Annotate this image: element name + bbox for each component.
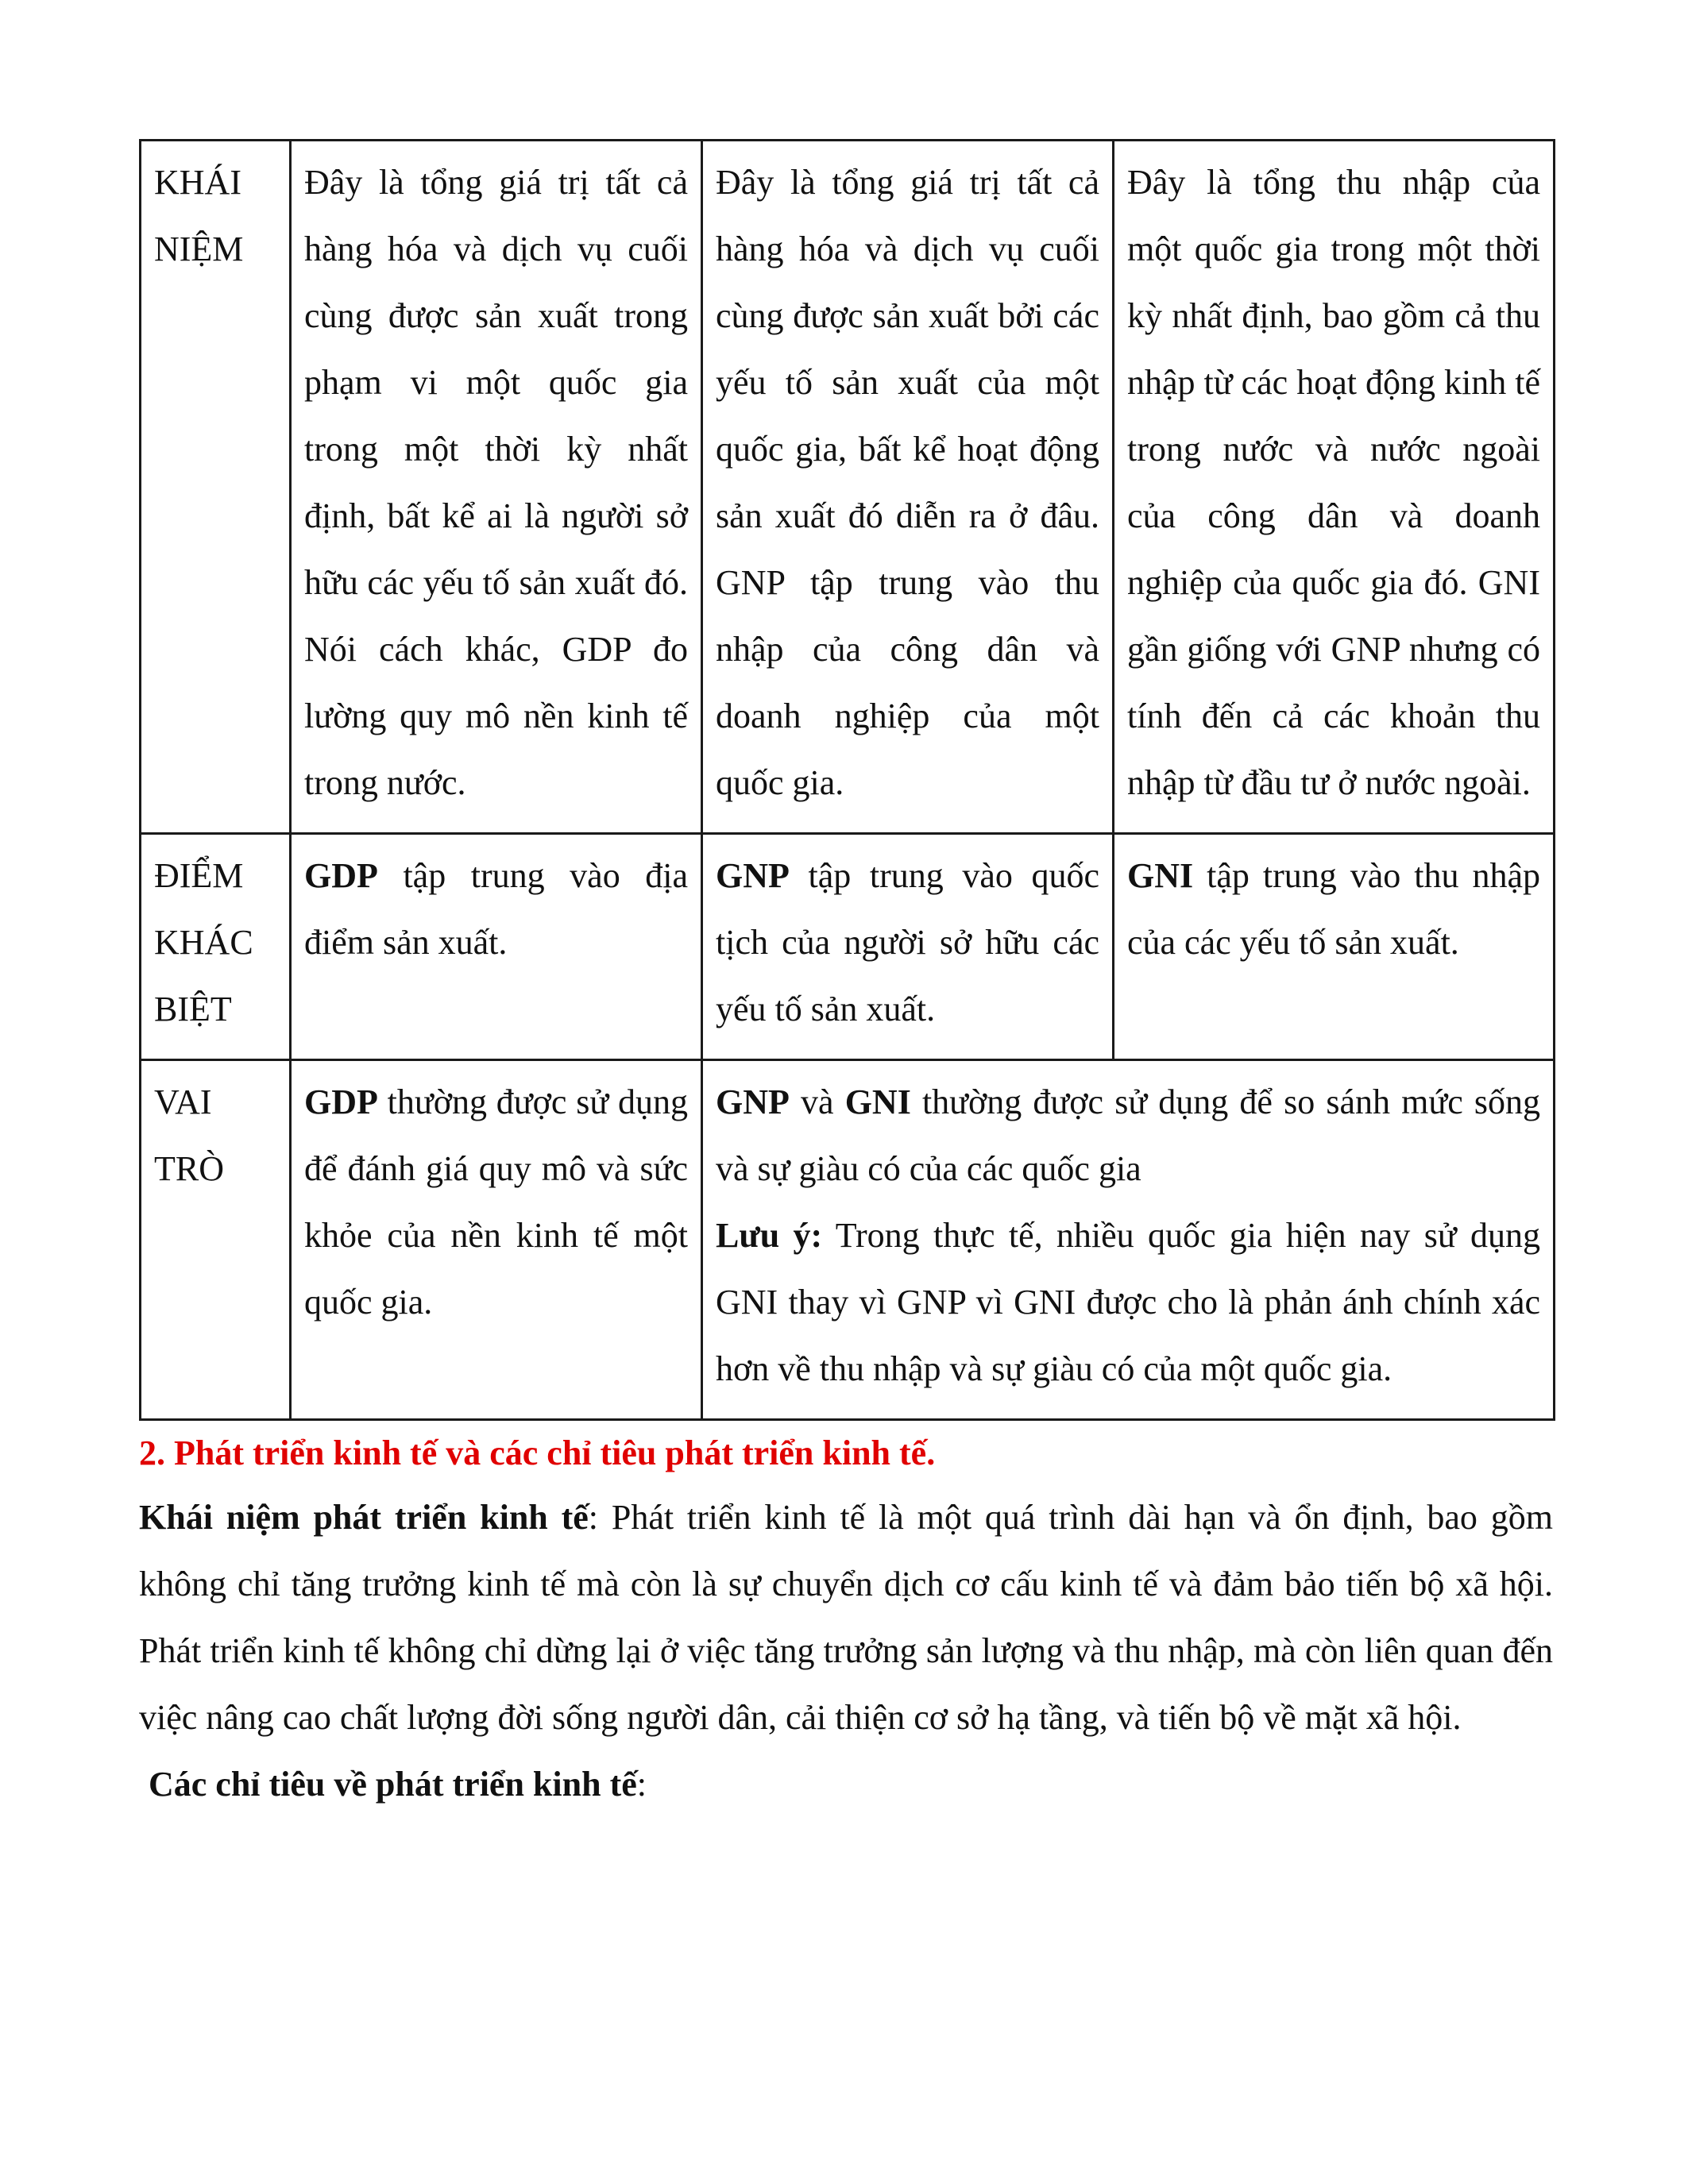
table-row-concept [141,141,1555,834]
row-label-difference [141,834,291,1060]
note-text: Trong thực tế, nhiều quốc gia hiện nay sử dụng GNI thay vì GNP vì GNI được cho là phản ánh chính xác hơn về thu nhập và sự giàu có của một quốc gia. [716,1216,1541,1388]
comparison-table [139,139,1555,1421]
gdp-difference-text: tập trung vào địa điểm sản xuất. [304,856,688,962]
and-text: và [789,1082,845,1121]
gdp-concept-cell [291,141,702,834]
gdp-concept-text: Đây là tổng giá trị tất cả hàng hóa và dịch vụ cuối cùng được sản xuất trong phạm vi một quốc gia trong một thời kỳ nhất định, bất kể ai là người sở hữu các yếu tố sản xuất đó. Nói cách khác, GDP đo lường quy mô nền kinh tế trong nước. [304,163,688,802]
gnp-term: GNP [716,856,790,895]
document-page [139,139,1553,1818]
indicators-colon: : [636,1765,647,1804]
gnp-concept-cell [702,141,1114,834]
gnp-concept-text: Đây là tổng giá trị tất cả hàng hóa và dịch vụ cuối cùng được sản xuất bởi các yếu tố sản xuất của một quốc gia, bất kể hoạt động sản xuất đó diễn ra ở đâu. GNP tập trung vào thu nhập của công dân và doanh nghiệp của một quốc gia. [716,163,1099,802]
row-label-line: KHÁC [154,923,253,962]
concept-text: : Phát triển kinh tế là một quá trình dài hạn và ổn định, bao gồm không chỉ tăng trưởng kinh tế mà còn là sự chuyển dịch cơ cấu kinh tế và đảm bảo tiến bộ xã hội. Phát triển kinh tế không chỉ dừng lại ở việc tăng trưởng sản lượng và thu nhập, mà còn liên quan đến việc nâng cao chất lượng đời sống người dân, cải thiện cơ sở hạ tầng, và tiến bộ về mặt xã hội. [139,1498,1553,1737]
note-label: Lưu ý: [716,1216,823,1255]
gnp-difference-text: tập trung vào quốc tịch của người sở hữu các yếu tố sản xuất. [716,856,1099,1028]
indicators-paragraph [139,1751,1553,1818]
concept-label: Khái niệm phát triển kinh tế [139,1498,589,1537]
gni-difference-text: tập trung vào thu nhập của các yếu tố sản xuất. [1127,856,1540,962]
row-label-line: TRÒ [154,1149,224,1188]
row-label-line: KHÁI [154,163,241,202]
gdp-role-text: thường được sử dụng để đánh giá quy mô và sức khỏe của nền kinh tế một quốc gia. [304,1082,688,1322]
row-label-line: ĐIỂM [154,856,244,895]
gni-term: GNI [844,1082,911,1121]
gni-concept-cell [1114,141,1555,834]
gnp-term: GNP [716,1082,790,1121]
gnp-gni-role-cell [702,1060,1555,1420]
section-heading: 2. Phát triển kinh tế và các chỉ tiêu phát triển kinh tế. [139,1433,936,1472]
gni-difference-cell [1114,834,1555,1060]
gdp-role-cell [291,1060,702,1420]
row-label-role [141,1060,291,1420]
row-label-concept [141,141,291,834]
gnp-difference-cell [702,834,1114,1060]
gdp-term: GDP [304,856,378,895]
gni-concept-text: Đây là tổng thu nhập của một quốc gia trong một thời kỳ nhất định, bao gồm cả thu nhập từ các hoạt động kinh tế trong nước và nước ngoài của công dân và doanh nghiệp của quốc gia đó. GNI gần giống với GNP nhưng có tính đến cả các khoản thu nhập từ đầu tư ở nước ngoài. [1127,163,1540,802]
row-label-line: NIỆM [154,230,244,268]
concept-paragraph [139,1484,1553,1751]
indicators-label: Các chỉ tiêu về phát triển kinh tế [149,1765,637,1804]
table-row-role [141,1060,1555,1420]
gnp-gni-role-text: thường được sử dụng để so sánh mức sống và sự giàu có của các quốc gia [716,1082,1540,1188]
table-row-difference [141,834,1555,1060]
row-label-line: VAI [154,1082,212,1121]
row-label-line: BIỆT [154,990,232,1028]
gdp-term: GDP [304,1082,378,1121]
gdp-difference-cell [291,834,702,1060]
gni-term: GNI [1127,856,1194,895]
